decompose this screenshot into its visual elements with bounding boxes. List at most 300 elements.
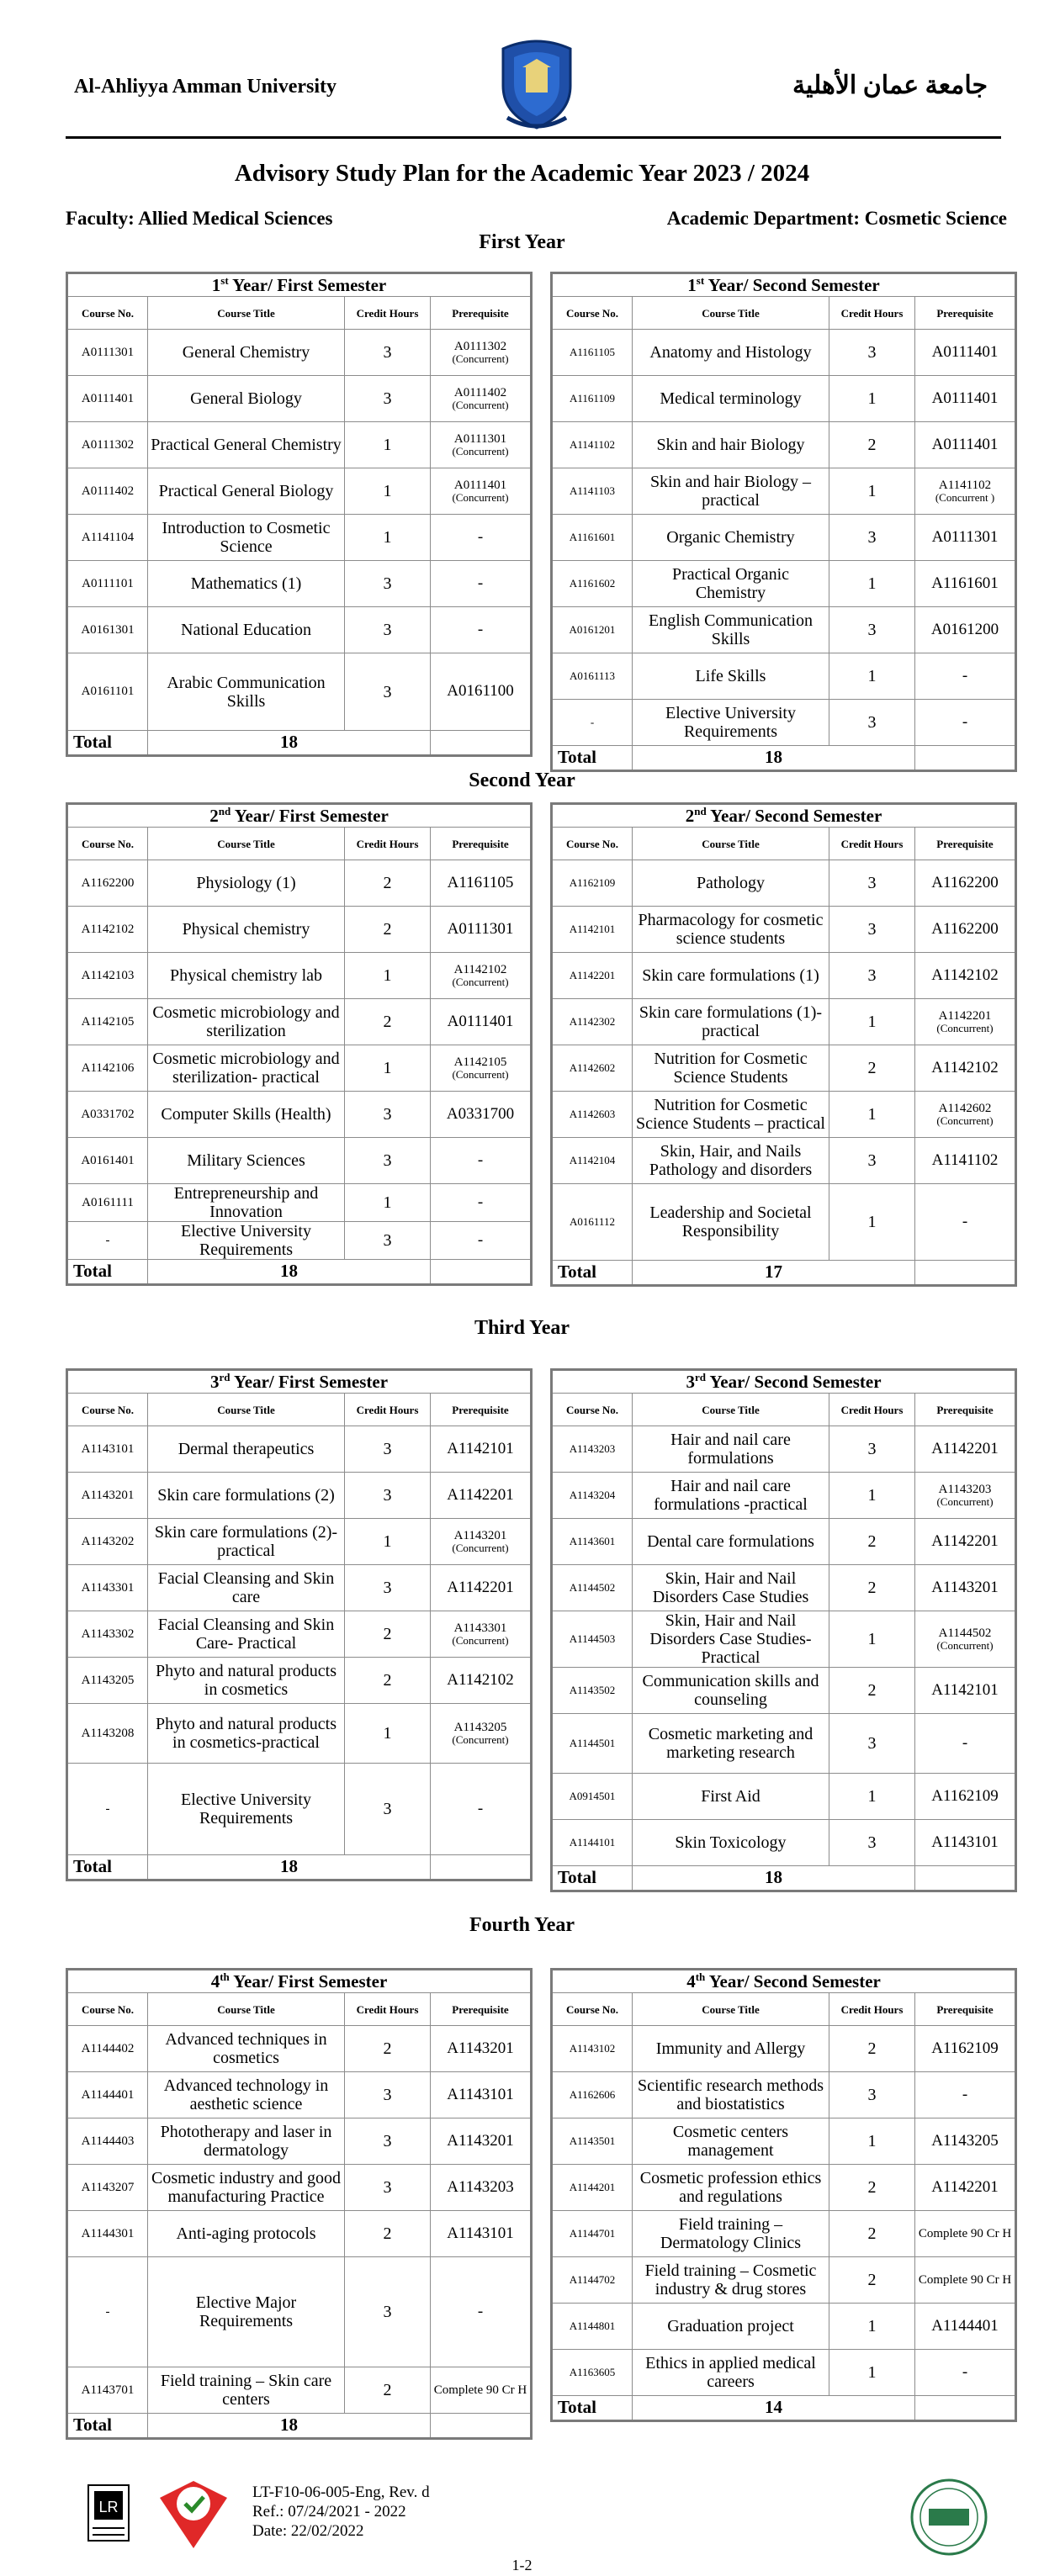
- prerequisite-code: A1143205: [931, 2131, 999, 2150]
- course-code: A1143205: [67, 1658, 148, 1704]
- prerequisite: [431, 1473, 532, 1519]
- prerequisite: [915, 1820, 1016, 1866]
- course-code: A1143102: [552, 2026, 633, 2072]
- prerequisite: [431, 2367, 532, 2414]
- course-code: A1143101: [67, 1426, 148, 1473]
- credit-hours: 3: [345, 2165, 431, 2211]
- prerequisite-code: A1161601: [931, 574, 999, 592]
- credit-hours: 3: [345, 1222, 431, 1260]
- column-header-course-title: Course Title: [148, 297, 345, 330]
- course-code: A1143501: [552, 2118, 633, 2165]
- course-row: [67, 2118, 532, 2165]
- page-number: 1-2: [511, 2557, 533, 2573]
- course-row: [552, 2257, 1016, 2304]
- credit-hours: 3: [345, 653, 431, 731]
- prerequisite-code: A1142201: [931, 1439, 999, 1457]
- university-name-en: Al-Ahliyya Amman University: [74, 76, 337, 98]
- course-row: [67, 2165, 532, 2211]
- prerequisite: [431, 376, 532, 422]
- prerequisite: [431, 1222, 532, 1260]
- prerequisite: [431, 2257, 532, 2367]
- concurrent-note: (Concurrent): [452, 445, 509, 458]
- prerequisite-code: -: [962, 2362, 968, 2381]
- prerequisite: [431, 515, 532, 561]
- doc-ref: Ref.: 07/24/2021 - 2022: [252, 2502, 406, 2520]
- prerequisite-code: A1142201: [447, 1485, 514, 1504]
- prerequisite-code: -: [962, 712, 968, 731]
- prerequisite-code: A0331700: [446, 1104, 515, 1123]
- course-title: Skin, Hair, and Nails Pathology and disorders: [633, 1138, 829, 1184]
- course-title: Dental care formulations: [633, 1519, 829, 1565]
- total-blank: [431, 2414, 532, 2439]
- course-title: Phyto and natural products in cosmetics-practical: [148, 1704, 345, 1764]
- column-header-prerequisite: Prerequisite: [915, 1993, 1016, 2026]
- semester-ordinal: 2nd: [685, 804, 707, 826]
- course-code: A0161111: [67, 1184, 148, 1222]
- course-title: Cosmetic marketing and marketing research: [633, 1714, 829, 1774]
- prerequisite-code: A0161200: [930, 620, 999, 638]
- course-code: A1163605: [552, 2350, 633, 2396]
- prerequisite: [431, 2026, 532, 2072]
- course-code: A1143203: [552, 1426, 633, 1473]
- course-title: Skin and hair Biology – practical: [633, 468, 829, 515]
- semester-suffix: Year/ First Semester: [228, 274, 387, 295]
- column-header-prerequisite: Prerequisite: [915, 828, 1016, 860]
- column-header-prerequisite: Prerequisite: [431, 1394, 532, 1426]
- course-code: A1144401: [67, 2072, 148, 2118]
- concurrent-note: (Concurrent): [452, 1733, 509, 1747]
- doc-date: Date: 22/02/2022: [252, 2521, 364, 2540]
- course-code: -: [67, 2257, 148, 2367]
- course-title: Field training – Dermatology Clinics: [633, 2211, 829, 2257]
- column-header-course-no: Course No.: [552, 828, 633, 860]
- prerequisite: [431, 907, 532, 953]
- concurrent-note: (Concurrent): [452, 1542, 509, 1555]
- quality-seal-icon: [156, 2477, 231, 2552]
- course-row: [552, 376, 1016, 422]
- year-heading: Fourth Year: [469, 1914, 575, 1936]
- semester-title: [67, 1370, 532, 1394]
- course-title: Field training – Cosmetic industry & drug stores: [633, 2257, 829, 2304]
- prerequisite-code: A1162109: [931, 2039, 999, 2057]
- prerequisite-code: Complete 90 Cr H: [918, 2272, 1012, 2287]
- course-code: A1144502: [552, 1565, 633, 1611]
- total-blank: [915, 746, 1016, 771]
- accreditation-stamp-icon: [909, 2477, 989, 2557]
- prerequisite-code: -: [962, 1212, 968, 1230]
- prerequisite-code: A1144502: [938, 1626, 992, 1640]
- total-credit-hours: 18: [148, 1260, 431, 1285]
- course-code: A1143601: [552, 1519, 633, 1565]
- course-row: [67, 1565, 532, 1611]
- course-row: [67, 607, 532, 653]
- credit-hours: 2: [345, 1658, 431, 1704]
- credit-hours: 1: [345, 468, 431, 515]
- course-row: [67, 1519, 532, 1565]
- course-code: A1143502: [552, 1668, 633, 1714]
- prerequisite-code: A1142602: [938, 1101, 992, 1115]
- credit-hours: 3: [829, 907, 915, 953]
- course-title: Elective University Requirements: [633, 700, 829, 746]
- credit-hours: 3: [829, 1426, 915, 1473]
- prerequisite-code: -: [962, 2085, 968, 2103]
- prerequisite-code: -: [477, 574, 484, 592]
- column-header-prerequisite: Prerequisite: [915, 297, 1016, 330]
- prerequisite-code: A1143201: [447, 2131, 514, 2150]
- column-header-credit-hours: Credit Hours: [829, 828, 915, 860]
- credit-hours: 2: [829, 2026, 915, 2072]
- course-title: Introduction to Cosmetic Science: [148, 515, 345, 561]
- credit-hours: 2: [829, 1668, 915, 1714]
- course-title: Graduation project: [633, 2304, 829, 2350]
- course-code: A0111401: [67, 376, 148, 422]
- course-row: [67, 1184, 532, 1222]
- course-code: -: [552, 700, 633, 746]
- course-code: A1143301: [67, 1565, 148, 1611]
- course-title: Cosmetic microbiology and sterilization- practical: [148, 1045, 345, 1092]
- course-row: [67, 1222, 532, 1260]
- course-row: [552, 1668, 1016, 1714]
- course-title: Pathology: [633, 860, 829, 907]
- course-title: Dermal therapeutics: [148, 1426, 345, 1473]
- course-row: [67, 2211, 532, 2257]
- credit-hours: 3: [829, 2072, 915, 2118]
- course-row: [552, 1184, 1016, 1261]
- credit-hours: 3: [345, 376, 431, 422]
- course-row: [552, 1138, 1016, 1184]
- course-row: [552, 2026, 1016, 2072]
- prerequisite: [915, 1519, 1016, 1565]
- course-title: Advanced techniques in cosmetics: [148, 2026, 345, 2072]
- credit-hours: 3: [345, 1426, 431, 1473]
- course-row: [552, 860, 1016, 907]
- course-code: A1142104: [552, 1138, 633, 1184]
- credit-hours: 3: [829, 515, 915, 561]
- prerequisite-code: A1162200: [931, 919, 999, 938]
- course-row: [67, 653, 532, 731]
- course-title: Leadership and Societal Responsibility: [633, 1184, 829, 1261]
- column-header-course-title: Course Title: [633, 1993, 829, 2026]
- prerequisite-code: A1142102: [931, 965, 999, 984]
- column-header-course-no: Course No.: [67, 828, 148, 860]
- credit-hours: 1: [345, 1045, 431, 1092]
- course-code: A1144101: [552, 1820, 633, 1866]
- course-row: [552, 2118, 1016, 2165]
- course-title: Facial Cleansing and Skin Care- Practical: [148, 1611, 345, 1658]
- course-title: Organic Chemistry: [633, 515, 829, 561]
- column-header-course-no: Course No.: [67, 1394, 148, 1426]
- total-credit-hours: 14: [633, 2396, 915, 2421]
- course-row: [552, 515, 1016, 561]
- prerequisite: [915, 2211, 1016, 2257]
- course-title: Hair and nail care formulations -practical: [633, 1473, 829, 1519]
- course-title: Cosmetic profession ethics and regulations: [633, 2165, 829, 2211]
- semester-title: [67, 1970, 532, 1993]
- total-credit-hours: 18: [633, 1866, 915, 1891]
- semester-suffix: Year/ First Semester: [230, 1371, 389, 1392]
- course-title: Immunity and Allergy: [633, 2026, 829, 2072]
- column-header-credit-hours: Credit Hours: [345, 297, 431, 330]
- course-code: A1142602: [552, 1045, 633, 1092]
- course-row: [552, 2211, 1016, 2257]
- course-title: Entrepreneurship and Innovation: [148, 1184, 345, 1222]
- prerequisite: [915, 1092, 1016, 1138]
- column-header-prerequisite: Prerequisite: [431, 828, 532, 860]
- prerequisite: [431, 1764, 532, 1855]
- prerequisite: [915, 2165, 1016, 2211]
- credit-hours: 1: [829, 999, 915, 1045]
- course-row: [552, 653, 1016, 700]
- course-title: Practical General Chemistry: [148, 422, 345, 468]
- course-code: A1141102: [552, 422, 633, 468]
- prerequisite-code: A0161100: [447, 682, 514, 701]
- concurrent-note: (Concurrent ): [935, 491, 995, 505]
- column-header-prerequisite: Prerequisite: [431, 297, 532, 330]
- prerequisite: [431, 1092, 532, 1138]
- course-row: [552, 1820, 1016, 1866]
- prerequisite-code: A1142201: [447, 1578, 514, 1596]
- course-code: A1143202: [67, 1519, 148, 1565]
- course-row: [67, 1764, 532, 1855]
- credit-hours: 2: [829, 2165, 915, 2211]
- course-code: A1141104: [67, 515, 148, 561]
- course-code: A1142105: [67, 999, 148, 1045]
- department-label: Academic Department: Cosmetic Science: [666, 208, 1007, 229]
- semester-suffix: Year/ Second Semester: [706, 805, 882, 826]
- course-title: English Communication Skills: [633, 607, 829, 653]
- credit-hours: 3: [829, 953, 915, 999]
- course-code: A1161601: [552, 515, 633, 561]
- course-row: [552, 468, 1016, 515]
- course-title: General Chemistry: [148, 330, 345, 376]
- course-code: A0161101: [67, 653, 148, 731]
- course-code: A1143204: [552, 1473, 633, 1519]
- credit-hours: 3: [345, 2257, 431, 2367]
- prerequisite-code: A0111302: [453, 339, 507, 353]
- prerequisite-code: A0111301: [931, 527, 999, 546]
- credit-hours: 1: [829, 653, 915, 700]
- course-title: Medical terminology: [633, 376, 829, 422]
- course-title: Practical General Biology: [148, 468, 345, 515]
- credit-hours: 2: [829, 1565, 915, 1611]
- prerequisite-code: A1141102: [938, 478, 992, 492]
- course-row: [67, 1138, 532, 1184]
- course-code: A1142103: [67, 953, 148, 999]
- prerequisite-code: A1143203: [938, 1482, 992, 1496]
- prerequisite: [915, 999, 1016, 1045]
- semester-ordinal: 2nd: [209, 804, 231, 826]
- course-title: Hair and nail care formulations: [633, 1426, 829, 1473]
- course-row: [552, 700, 1016, 746]
- prerequisite: [915, 860, 1016, 907]
- course-title: Skin care formulations (2): [148, 1473, 345, 1519]
- credit-hours: 3: [345, 330, 431, 376]
- credit-hours: 2: [345, 2367, 431, 2414]
- credit-hours: 3: [829, 330, 915, 376]
- prerequisite: [915, 700, 1016, 746]
- course-row: [552, 1611, 1016, 1668]
- prerequisite: [915, 1426, 1016, 1473]
- semester-suffix: Year/ First Semester: [229, 1970, 388, 1992]
- prerequisite-code: Complete 90 Cr H: [433, 2383, 527, 2397]
- course-code: A1144301: [67, 2211, 148, 2257]
- prerequisite: [915, 1714, 1016, 1774]
- prerequisite: [431, 2072, 532, 2118]
- course-code: A0161112: [552, 1184, 633, 1261]
- prerequisite-code: A0111401: [931, 435, 999, 453]
- semester-table: [66, 1368, 533, 1881]
- column-header-credit-hours: Credit Hours: [829, 297, 915, 330]
- course-row: [67, 860, 532, 907]
- credit-hours: 1: [345, 515, 431, 561]
- prerequisite-code: A0111301: [453, 431, 507, 446]
- semester-ordinal: 1st: [687, 273, 705, 295]
- course-code: A0914501: [552, 1774, 633, 1820]
- total-blank: [431, 1855, 532, 1880]
- iso-certification-logo-icon: [87, 2484, 130, 2542]
- total-label: Total: [67, 731, 148, 756]
- credit-hours: 1: [345, 422, 431, 468]
- total-label: Total: [552, 1866, 633, 1891]
- course-title: Communication skills and counseling: [633, 1668, 829, 1714]
- prerequisite: [915, 330, 1016, 376]
- prerequisite: [915, 2072, 1016, 2118]
- column-header-credit-hours: Credit Hours: [345, 1993, 431, 2026]
- column-header-course-title: Course Title: [148, 1993, 345, 2026]
- course-title: Pharmacology for cosmetic science students: [633, 907, 829, 953]
- prerequisite: [915, 907, 1016, 953]
- course-title: Cosmetic centers management: [633, 2118, 829, 2165]
- course-code: A0161113: [552, 653, 633, 700]
- prerequisite-code: Complete 90 Cr H: [918, 2226, 1012, 2240]
- prerequisite-code: A1142201: [938, 1008, 992, 1023]
- prerequisite: [915, 2304, 1016, 2350]
- course-row: [552, 2072, 1016, 2118]
- total-label: Total: [552, 746, 633, 771]
- course-title: Nutrition for Cosmetic Science Students – practical: [633, 1092, 829, 1138]
- course-code: A1142102: [67, 907, 148, 953]
- course-code: A1162606: [552, 2072, 633, 2118]
- concurrent-note: (Concurrent): [936, 1495, 994, 1509]
- column-header-credit-hours: Credit Hours: [829, 1993, 915, 2026]
- prerequisite: [915, 1668, 1016, 1714]
- concurrent-note: (Concurrent): [452, 491, 509, 505]
- prerequisite-code: -: [477, 620, 484, 638]
- concurrent-note: (Concurrent): [452, 399, 509, 412]
- course-code: A1143302: [67, 1611, 148, 1658]
- column-header-course-title: Course Title: [148, 828, 345, 860]
- credit-hours: 2: [345, 2026, 431, 2072]
- semester-table: [550, 1968, 1017, 2422]
- prerequisite: [431, 1519, 532, 1565]
- course-title: Anatomy and Histology: [633, 330, 829, 376]
- credit-hours: 1: [829, 1611, 915, 1668]
- prerequisite-code: A1143201: [453, 1528, 507, 1542]
- course-code: A1144501: [552, 1714, 633, 1774]
- course-row: [552, 2350, 1016, 2396]
- course-row: [67, 1045, 532, 1092]
- course-title: Physical chemistry lab: [148, 953, 345, 999]
- course-code: A1144801: [552, 2304, 633, 2350]
- prerequisite: [915, 1138, 1016, 1184]
- prerequisite: [915, 953, 1016, 999]
- course-code: A1143208: [67, 1704, 148, 1764]
- course-code: A1161602: [552, 561, 633, 607]
- credit-hours: 2: [829, 2211, 915, 2257]
- course-title: Practical Organic Chemistry: [633, 561, 829, 607]
- credit-hours: 3: [345, 1138, 431, 1184]
- credit-hours: 2: [829, 2257, 915, 2304]
- course-row: [67, 2072, 532, 2118]
- prerequisite: [431, 1184, 532, 1222]
- course-code: A1161109: [552, 376, 633, 422]
- concurrent-note: (Concurrent): [452, 352, 509, 366]
- prerequisite: [915, 468, 1016, 515]
- prerequisite-code: A1161105: [447, 873, 514, 891]
- credit-hours: 2: [345, 1611, 431, 1658]
- total-blank: [915, 2396, 1016, 2421]
- semester-suffix: Year/ Second Semester: [705, 1970, 881, 1992]
- course-code: A1144402: [67, 2026, 148, 2072]
- semester-table: [66, 1968, 533, 2440]
- semester-table: [550, 272, 1017, 772]
- prerequisite-code: -: [477, 2302, 484, 2320]
- document-reference: [252, 2483, 430, 2541]
- prerequisite-code: A0111402: [453, 385, 507, 399]
- credit-hours: 2: [345, 860, 431, 907]
- prerequisite-code: A1143201: [931, 1578, 999, 1596]
- course-code: A1143701: [67, 2367, 148, 2414]
- course-code: A0111301: [67, 330, 148, 376]
- course-code: A0331702: [67, 1092, 148, 1138]
- total-label: Total: [67, 1260, 148, 1285]
- course-row: [67, 376, 532, 422]
- semester-title: [552, 1970, 1016, 1993]
- course-code: A1144201: [552, 2165, 633, 2211]
- credit-hours: 3: [829, 1820, 915, 1866]
- course-title: Skin, Hair and Nail Disorders Case Studies: [633, 1565, 829, 1611]
- course-row: [67, 2026, 532, 2072]
- course-row: [552, 1473, 1016, 1519]
- column-header-course-title: Course Title: [148, 1394, 345, 1426]
- prerequisite-code: A1142105: [453, 1055, 507, 1069]
- course-row: [67, 1426, 532, 1473]
- credit-hours: 3: [345, 1764, 431, 1855]
- concurrent-note: (Concurrent): [936, 1022, 994, 1035]
- prerequisite-code: A1141102: [931, 1150, 999, 1169]
- prerequisite: [915, 422, 1016, 468]
- credit-hours: 3: [345, 2118, 431, 2165]
- course-title: Scientific research methods and biostatistics: [633, 2072, 829, 2118]
- course-row: [552, 1092, 1016, 1138]
- course-title: Phototherapy and laser in dermatology: [148, 2118, 345, 2165]
- prerequisite: [915, 2118, 1016, 2165]
- prerequisite: [431, 561, 532, 607]
- prerequisite-code: A1144401: [931, 2316, 999, 2335]
- prerequisite: [431, 2165, 532, 2211]
- prerequisite: [915, 653, 1016, 700]
- credit-hours: 1: [829, 1184, 915, 1261]
- course-code: A1144701: [552, 2211, 633, 2257]
- course-title: Cosmetic industry and good manufacturing Practice: [148, 2165, 345, 2211]
- course-title: Military Sciences: [148, 1138, 345, 1184]
- university-logo-icon: [490, 34, 583, 135]
- credit-hours: 1: [345, 1519, 431, 1565]
- prerequisite-code: A1162109: [931, 1786, 999, 1805]
- column-header-course-title: Course Title: [633, 297, 829, 330]
- course-code: A1142603: [552, 1092, 633, 1138]
- credit-hours: 1: [829, 2118, 915, 2165]
